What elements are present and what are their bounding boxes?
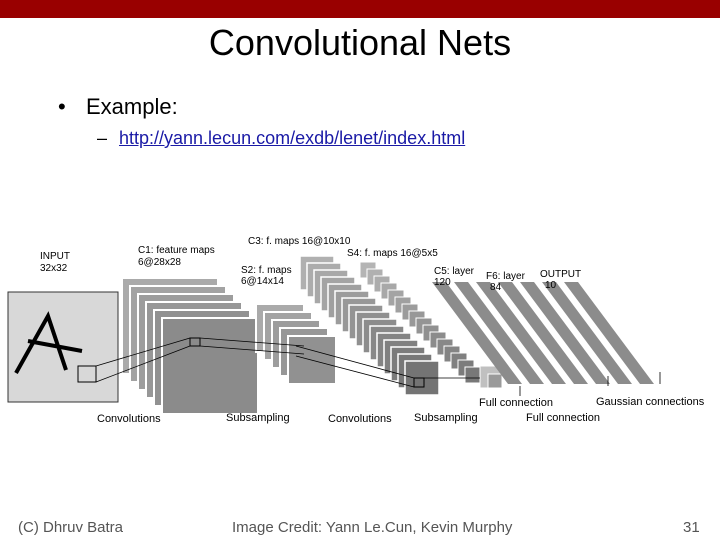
s4-last-map-inner bbox=[488, 374, 502, 388]
op-full-connection-2: Full connection bbox=[526, 412, 600, 424]
page-number: 31 bbox=[683, 519, 700, 536]
output-size: 10 bbox=[545, 280, 557, 291]
s2-size: 6@14x14 bbox=[241, 276, 284, 287]
op-gaussian-connections: Gaussian connections bbox=[596, 396, 705, 408]
s2-label: S2: f. maps bbox=[241, 265, 292, 276]
c3-label: C3: f. maps 16@10x10 bbox=[248, 236, 351, 247]
op-subsampling-2: Subsampling bbox=[414, 412, 478, 424]
lenet-link[interactable]: http://yann.lecun.com/exdb/lenet/index.html bbox=[119, 128, 466, 148]
op-subsampling-1: Subsampling bbox=[226, 412, 290, 424]
f6-size: 84 bbox=[490, 282, 502, 293]
dash-icon: – bbox=[97, 128, 108, 148]
lenet-architecture-diagram bbox=[0, 228, 720, 428]
s2-feature-maps bbox=[256, 304, 336, 384]
c5-size: 120 bbox=[434, 277, 451, 288]
op-full-connection-1: Full connection bbox=[479, 397, 553, 409]
footer-image-credit: Image Credit: Yann Le.Cun, Kevin Murphy bbox=[232, 519, 513, 536]
sub-bullet-item bbox=[97, 128, 465, 149]
bullet-text: Example: bbox=[86, 94, 178, 119]
f6-label: F6: layer bbox=[486, 271, 525, 282]
footer-credit-left: (C) Dhruv Batra bbox=[18, 519, 124, 536]
op-convolutions-2: Convolutions bbox=[328, 413, 392, 425]
op-convolutions-1: Convolutions bbox=[97, 413, 161, 425]
c5-label: C5: layer bbox=[434, 266, 475, 277]
bullet-item bbox=[58, 94, 178, 120]
input-size: 32x32 bbox=[40, 263, 68, 274]
input-label: INPUT bbox=[40, 251, 70, 262]
c1-size: 6@28x28 bbox=[138, 257, 181, 268]
output-label: OUTPUT bbox=[540, 269, 582, 280]
s4-label: S4: f. maps 16@5x5 bbox=[347, 248, 438, 259]
top-accent-bar bbox=[0, 0, 720, 18]
bullet-dot-icon: • bbox=[58, 94, 66, 119]
c1-label: C1: feature maps bbox=[138, 245, 215, 256]
slide-title: Convolutional Nets bbox=[208, 22, 512, 63]
